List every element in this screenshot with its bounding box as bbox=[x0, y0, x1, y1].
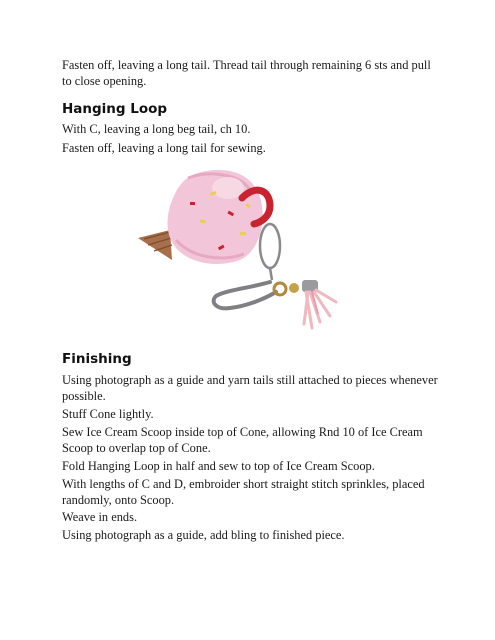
hanging-loop-step-1: With C, leaving a long beg tail, ch 10. bbox=[62, 122, 251, 136]
cone-icon bbox=[138, 230, 172, 260]
finishing-step-2: Stuff Cone lightly. bbox=[62, 407, 154, 421]
finishing-step-3: Sew Ice Cream Scoop inside top of Cone, allowing Rnd 10 of Ice Cream Scoop to overlap top of Cone. bbox=[62, 425, 423, 455]
fasten-off-paragraph: Fasten off, leaving a long tail. Thread tail through remaining 6 sts and pull to close opening. bbox=[62, 58, 431, 88]
hanging-loop-step-2: Fasten off, leaving a long tail for sewing. bbox=[62, 141, 266, 155]
tassel-icon bbox=[302, 280, 336, 328]
hanging-loop-heading: Hanging Loop bbox=[62, 101, 168, 117]
finishing-step-5: With lengths of C and D, embroider short straight stitch sprinkles, placed randomly, onto Scoop. bbox=[62, 477, 425, 507]
ice-cream-keychain-photo bbox=[130, 162, 370, 342]
finishing-step-4: Fold Hanging Loop in half and sew to top of Ice Cream Scoop. bbox=[62, 459, 375, 473]
finishing-step-1: Using photograph as a guide and yarn tails still attached to pieces whenever possible. bbox=[62, 373, 438, 403]
lobster-clasp-icon bbox=[214, 282, 299, 308]
finishing-step-6: Weave in ends. bbox=[62, 510, 138, 524]
key-ring-icon bbox=[260, 224, 280, 268]
finishing-step-7: Using photograph as a guide, add bling to finished piece. bbox=[62, 528, 345, 542]
ice-cream-scoop-icon bbox=[168, 170, 263, 264]
finishing-heading: Finishing bbox=[62, 351, 132, 367]
